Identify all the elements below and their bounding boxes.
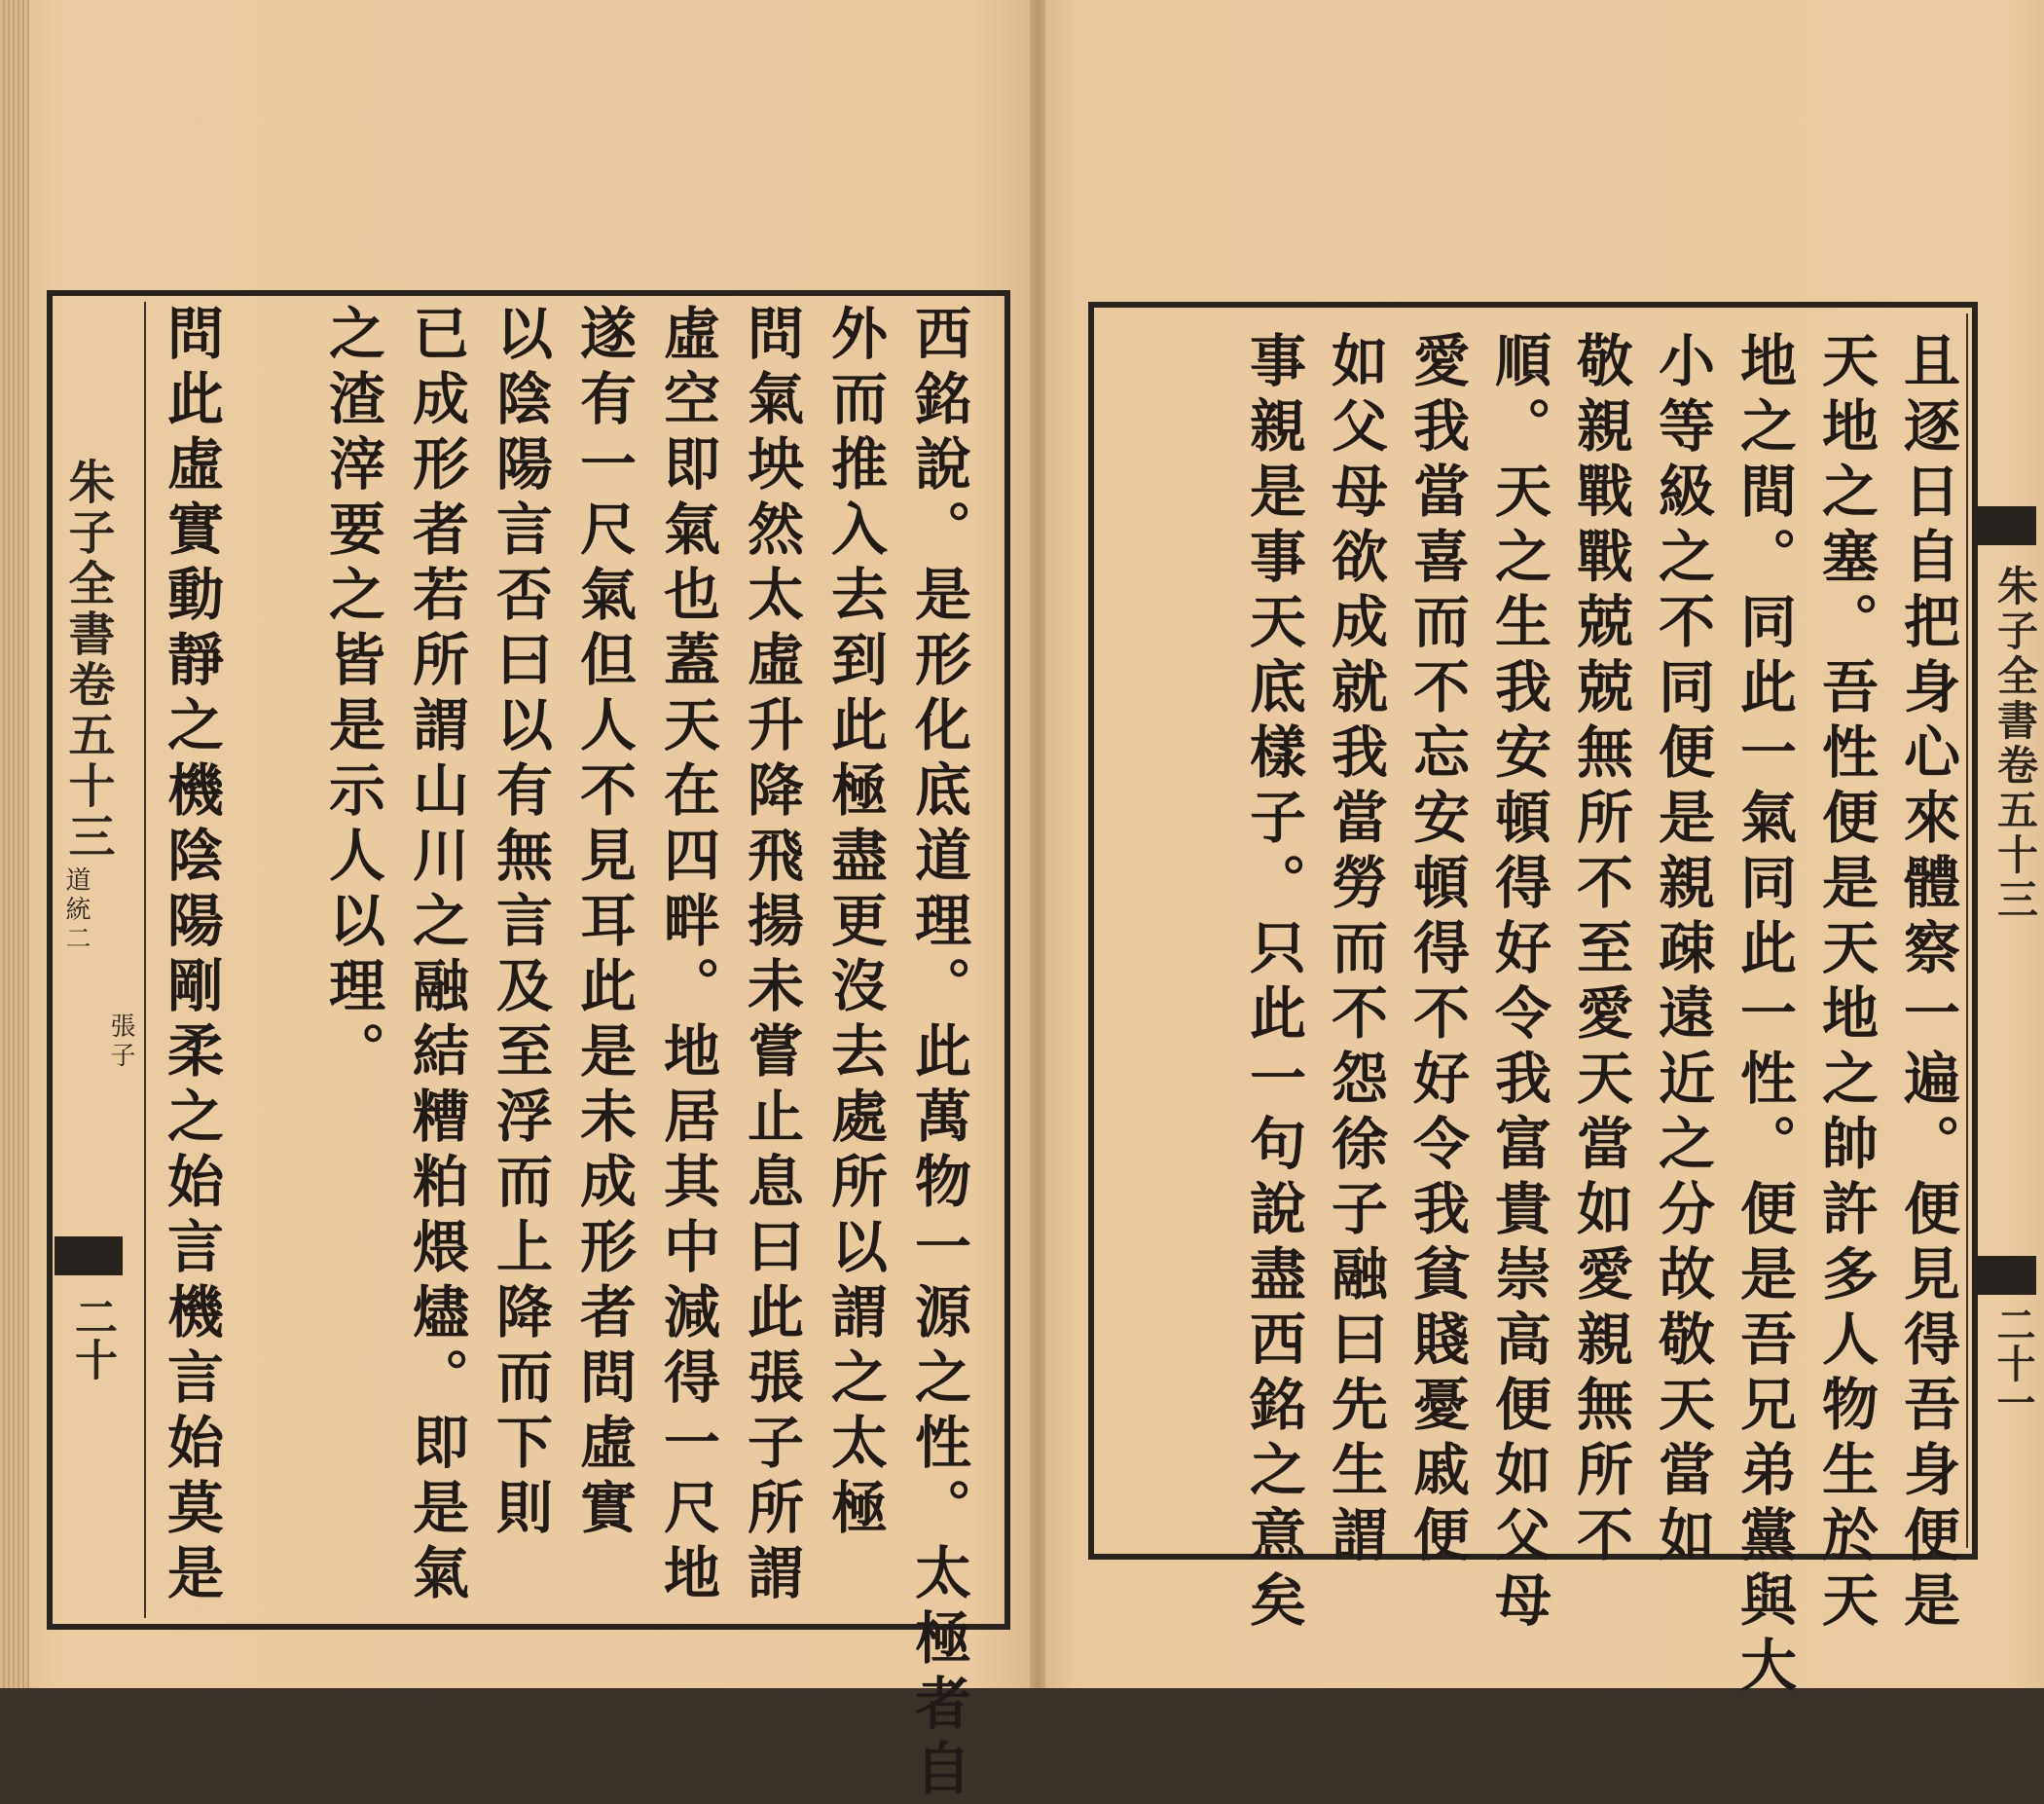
right-col-9: 事親是事天底樣子。只此一句說盡西銘之意矣 [1240, 331, 1306, 1636]
right-col-3: 地之間。同此一氣同此一性。便是吾兄弟黨與大 [1731, 331, 1797, 1701]
right-col-1: 且逐日自把身心來體察一遍。便見得吾身便是 [1894, 331, 1960, 1636]
left-fish-tail-mark [55, 1236, 123, 1275]
right-col-7: 愛我當喜而不忘安頓得不好令我貧賤憂戚便 [1404, 331, 1470, 1570]
left-col-7: 已成形者若所謂山川之融結糟粕煨燼。即是氣 [403, 304, 469, 1608]
left-col-9: 問此虛實動靜之機陰陽剛柔之始言機言始莫是 [158, 304, 224, 1608]
right-folio: 二十一 [1990, 1305, 2036, 1421]
left-folio: 二十 [67, 1295, 117, 1381]
left-col-4: 虛空即氣也蓋天在四畔。地居其中減得一尺地 [654, 304, 720, 1608]
right-fish-tail-mark-top [1978, 506, 2036, 545]
left-col-1: 西銘說。是形化底道理。此萬物一源之性。太極者自 [905, 304, 971, 1804]
right-col-6: 順。天之生我安頓得好令我富貴崇高便如父母 [1485, 331, 1551, 1636]
right-col-8: 如父母欲成就我當勞而不怨徐子融曰先生謂 [1322, 331, 1388, 1570]
left-margin-title: 朱子全書卷五十三 [60, 458, 115, 863]
left-col-3: 問氣坱然太虛升降飛揚未嘗止息曰此張子所謂 [738, 304, 804, 1608]
left-margin-section: 道統二 [61, 866, 91, 954]
right-col-5: 敬親戰戰兢兢無所不至愛天當如愛親無所不 [1567, 331, 1633, 1570]
left-col-2: 外而推入去到此極盡更沒去處所以謂之太極 [821, 304, 888, 1543]
book-gutter [1030, 0, 1045, 1688]
right-fish-tail-mark-bottom [1978, 1256, 2036, 1295]
left-col-6: 以陰陽言否曰以有無言及至浮而上降而下則 [487, 304, 553, 1543]
left-col-5: 遂有一尺氣但人不見耳此是未成形者問虛實 [570, 304, 637, 1543]
right-col-4: 小等級之不同便是親疎遠近之分故敬天當如 [1649, 331, 1715, 1570]
left-margin-subject: 張子 [106, 1012, 135, 1071]
page-edge-stack [0, 0, 29, 1688]
left-col-8: 之渣滓要之皆是示人以理。 [319, 304, 385, 1086]
margin-divider-right [1966, 313, 1968, 1548]
margin-divider-left [144, 302, 146, 1618]
right-col-2: 天地之塞。吾性便是天地之帥許多人物生於天 [1812, 331, 1879, 1636]
right-margin-title: 朱子全書卷五十三 [1991, 565, 2039, 923]
